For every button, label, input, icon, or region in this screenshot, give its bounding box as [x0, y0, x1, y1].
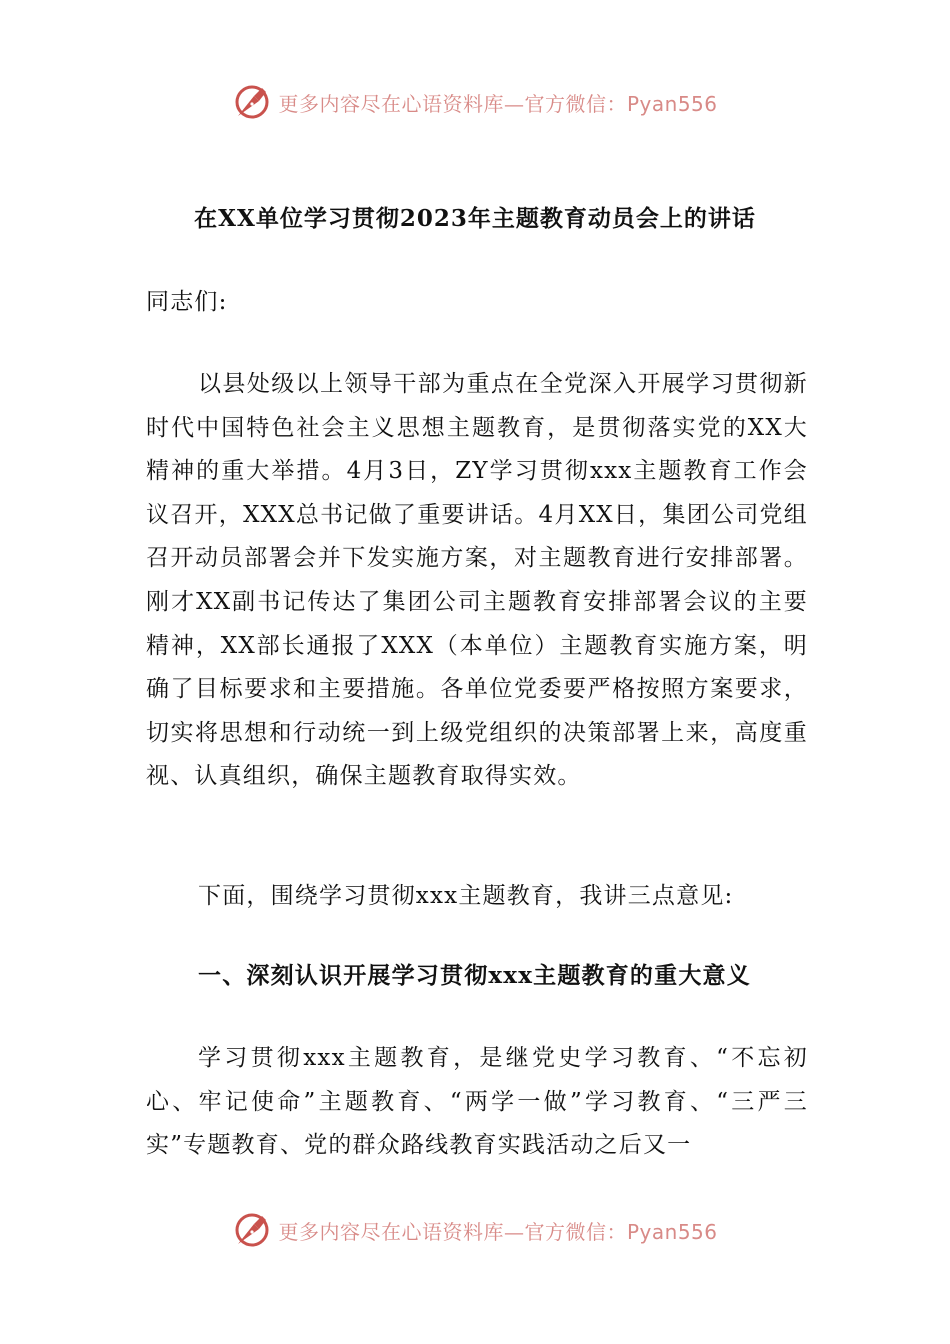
pen-nib-circle-icon: [232, 82, 272, 122]
watermark-text: 更多内容尽在心语资料库—官方微信：: [278, 1219, 627, 1244]
document-title: 在XX单位学习贯彻2023年主题教育动员会上的讲话: [194, 205, 756, 232]
paragraph-intro: 以县处级以上领导干部为重点在全党深入开展学习贯彻新时代中国特色社会主义思想主题教育，是贯彻落实党的XX大精神的重大举措。4月3日，ZY学习贯彻xxx主题教育工作会议召开，XXX总书记做了重要讲话。4月XX日，集团公司党组召开动员部署会并下发实施方案，对主题教育进行安排部署。刚才XX副书记传达了集团公司主题教育安排部署会议的主要精神，XX部长通报了XXX（本单位）主题教育实施方案，明确了目标要求和主要措施。各单位党委要严格按照方案要求，切实将思想和行动统一到上级党组织的决策部署上来，高度重视、认真组织，确保主题教育取得实效。: [146, 371, 808, 790]
paragraph-outline: 下面，围绕学习贯彻xxx主题教育，我讲三点意见:: [198, 883, 734, 909]
section-heading-1: 一、深刻认识开展学习贯彻xxx主题教育的重大意义: [198, 962, 751, 989]
paragraph-section-1: 学习贯彻xxx主题教育，是继党史学习教育、“不忘初心、牢记使命”主题教育、“两学一做”学习教育、“三严三实”专题教育、党的群众路线教育实践活动之后又一: [146, 1045, 808, 1159]
pen-nib-circle-icon: [232, 1210, 272, 1250]
watermark-handle: Pyan556: [626, 1219, 718, 1244]
watermark-handle: Pyan556: [626, 91, 718, 116]
watermark-banner-top: [0, 80, 950, 124]
salutation: 同志们:: [146, 289, 228, 315]
watermark-banner-bottom: [0, 1208, 950, 1252]
watermark-text: 更多内容尽在心语资料库—官方微信：: [278, 91, 627, 116]
